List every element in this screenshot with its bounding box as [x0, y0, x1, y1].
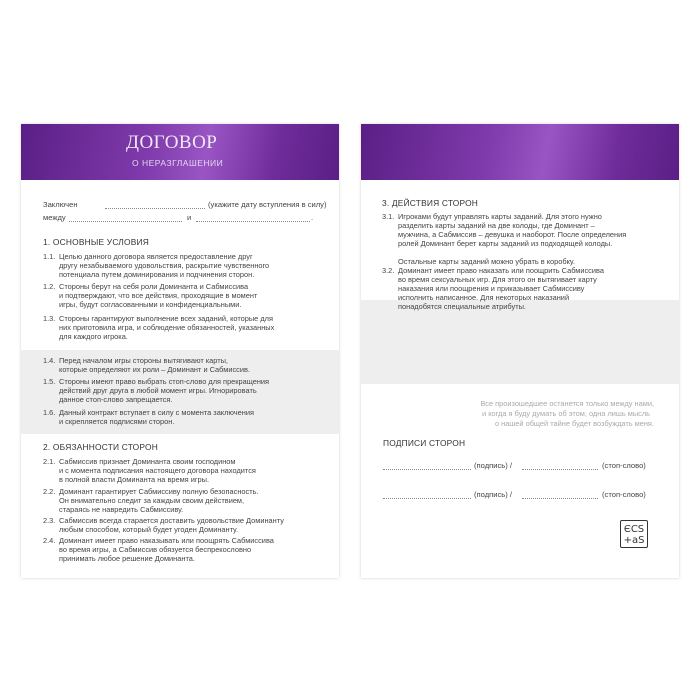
- clause-text-line: Данный контракт вступает в силу с момента заключения: [59, 408, 254, 417]
- date-hint: (укажите дату вступления в силу): [208, 200, 327, 209]
- clause-text-line: во время игры, а Сабмиссив обязуется беспрекословно: [59, 545, 252, 554]
- contract-page-left: [21, 124, 339, 578]
- clause-text-line: них приготовила игра, и соблюдение обязанностей, указанных: [59, 323, 275, 332]
- section-heading: 1. ОСНОВНЫЕ УСЛОВИЯ: [43, 237, 149, 247]
- section-heading: 2. ОБЯЗАННОСТИ СТОРОН: [43, 442, 158, 452]
- gray-section-band: [361, 300, 679, 384]
- clause-text-line: игры, будут согласованными и конфиденциальными.: [59, 300, 242, 309]
- and-label: и: [187, 213, 192, 222]
- party1-field[interactable]: [69, 221, 182, 222]
- clause-text-line: Сабмиссив всегда старается доставить удовольствие Доминанту: [59, 516, 284, 525]
- signature-field-1[interactable]: [383, 469, 471, 470]
- clause-text-line: исполнить написанное. Для некоторых наказаний: [398, 293, 570, 302]
- clause-text-line: Остальные карты заданий можно убрать в коробку.: [398, 257, 575, 266]
- clause-number: 1.5.: [43, 377, 56, 386]
- signature-field-2[interactable]: [383, 498, 471, 499]
- header-band: [361, 124, 679, 180]
- clause-text-line: Сабмиссив признает Доминанта своим господином: [59, 457, 236, 466]
- contract-page-right: [361, 124, 679, 578]
- clause-number: 3.1.: [382, 212, 395, 221]
- document-subtitle: О НЕРАЗГЛАШЕНИИ: [132, 158, 224, 168]
- clause-text-line: Стороны берут на себя роли Доминанта и Сабмиссива: [59, 282, 249, 291]
- clause-text-line: которые определяют их роли – Доминант и Сабмиссив.: [59, 365, 250, 374]
- quote-line: Все произошедшее останется только между нами,: [480, 399, 654, 408]
- clause-text-line: Перед началом игры стороны вытягивают карты,: [59, 356, 228, 365]
- clause-number: 1.4.: [43, 356, 56, 365]
- clause-text-line: действий друг друга в любой момент игры. Игнорировать: [59, 386, 257, 395]
- document-title: ДОГОВОР: [126, 132, 218, 153]
- clause-number: 2.3.: [43, 516, 56, 525]
- clause-text-line: Целью данного договора является предоставление друг: [59, 252, 253, 261]
- clause-text-line: во время сексуальных игр. Для этого он вытягивает карту: [398, 275, 597, 284]
- clause-text-line: и скрепляется подписями сторон.: [59, 417, 175, 426]
- clause-text-line: Стороны имеют право выбрать стоп-слово для прекращения: [59, 377, 270, 386]
- clause-number: 1.3.: [43, 314, 56, 323]
- party2-field[interactable]: [196, 221, 310, 222]
- clause-text-line: другу незабываемого удовольствия, раскрытие чувственного: [59, 261, 270, 270]
- clause-text-line: мужчина, а Сабмиссив – девушка и наоборот. После определения: [398, 230, 627, 239]
- clause-number: 2.1.: [43, 457, 56, 466]
- stopword-field-2[interactable]: [522, 498, 598, 499]
- clause-number: 1.1.: [43, 252, 56, 261]
- clause-text-line: Доминант гарантирует Сабмиссиву полную безопасность.: [59, 487, 259, 496]
- section-heading: 3. ДЕЙСТВИЯ СТОРОН: [382, 198, 479, 208]
- clause-text-line: Доминант имеет право наказать или поощрить Сабмиссива: [398, 266, 604, 275]
- clause-number: 1.6.: [43, 408, 56, 417]
- signature-label: (подпись) /: [474, 490, 512, 499]
- stopword-label: (стоп-слово): [602, 490, 646, 499]
- clause-text-line: Игроками будут управлять карты заданий. Для этого нужно: [398, 212, 602, 221]
- logo-text-top: ЄCS: [623, 524, 645, 535]
- period: .: [311, 213, 314, 222]
- clause-text-line: в полной власти Доминанта на время игры.: [59, 475, 210, 484]
- stopword-label: (стоп-слово): [602, 461, 646, 470]
- clause-text-line: и с момента подписания настоящего договора находится: [59, 466, 256, 475]
- clause-text-line: понадобятся специальные атрибуты.: [398, 302, 526, 311]
- clause-text-line: Доминант имеет право наказывать или поощрять Сабмиссива: [59, 536, 274, 545]
- clause-text-line: стараясь не навредить Сабмиссиву.: [59, 505, 184, 514]
- quote-line: о нашей общей тайне будет возбуждать меня.: [495, 419, 654, 428]
- stopword-field-1[interactable]: [522, 469, 598, 470]
- clause-text-line: принимать любое решение Доминанта.: [59, 554, 195, 563]
- clause-text-line: ролей Доминант берет карты заданий из подходящей колоды.: [398, 239, 613, 248]
- clause-text-line: потенциала путем доминирования и подчинения сторон.: [59, 270, 255, 279]
- clause-text-line: и подтверждают, что все действия, проходящие в момент: [59, 291, 258, 300]
- between-label: между: [43, 213, 66, 222]
- signature-label: (подпись) /: [474, 461, 512, 470]
- clause-number: 2.4.: [43, 536, 56, 545]
- concluded-label: Заключен: [43, 200, 78, 209]
- clause-text-line: Он внимательно следит за каждым своим действием,: [59, 496, 245, 505]
- clause-text-line: для каждого игрока.: [59, 332, 128, 341]
- clause-text-line: наказания или поощрения и приказывает Сабмиссиву: [398, 284, 585, 293]
- clause-number: 2.2.: [43, 487, 56, 496]
- clause-text-line: разделить карты заданий на две колоды, где Доминант –: [398, 221, 595, 230]
- quote-line: и когда я буду думать об этом, одна лишь мысль: [482, 409, 650, 418]
- signatures-heading: ПОДПИСИ СТОРОН: [383, 438, 466, 448]
- brand-logo-icon: [620, 520, 648, 548]
- logo-text-bottom: +aS: [623, 535, 645, 546]
- clause-number: 3.2.: [382, 266, 395, 275]
- clause-number: 1.2.: [43, 282, 56, 291]
- clause-text-line: Стороны гарантируют выполнение всех заданий, которые для: [59, 314, 273, 323]
- date-field[interactable]: [105, 208, 205, 209]
- clause-text-line: любым способом, который будет угоден Доминанту.: [59, 525, 239, 534]
- clause-text-line: данное стоп-слово запрещается.: [59, 395, 173, 404]
